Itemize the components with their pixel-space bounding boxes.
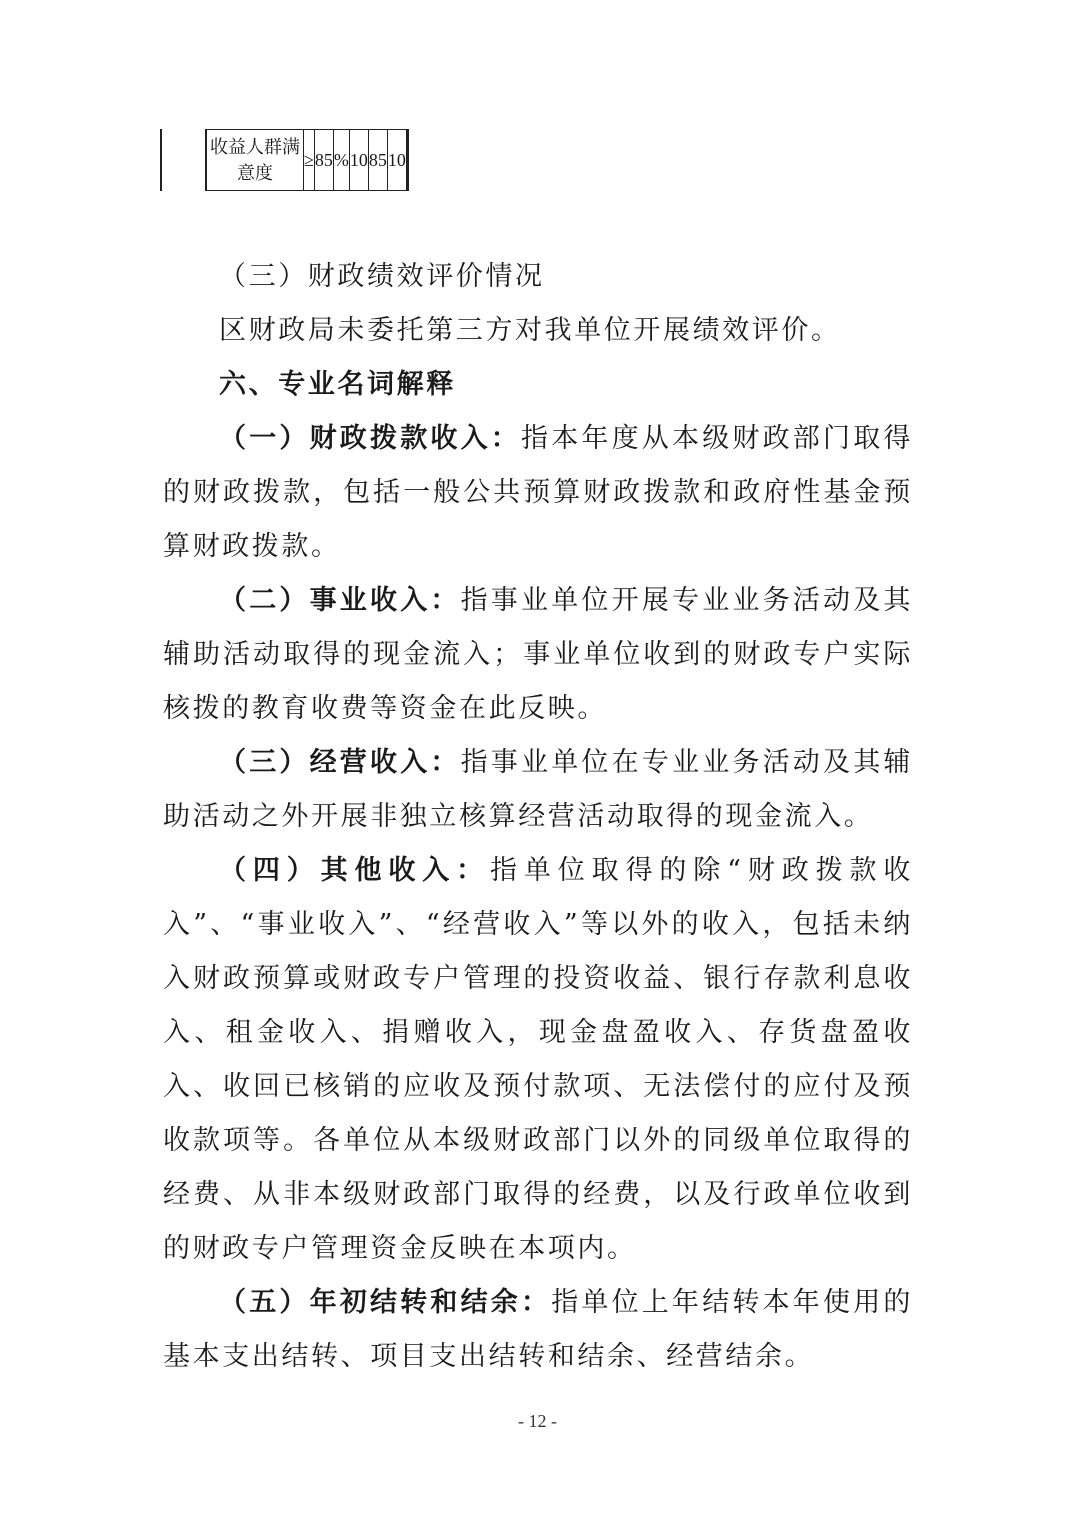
weight-cell: 10 [349,130,368,191]
page-number: - 12 - [518,1411,557,1431]
glossary-term: （五）年初结转和结余： [219,1287,552,1318]
table-cell [407,130,408,191]
indicator-name-cell: 收益人群满意度 [207,130,304,191]
paragraph-evaluation: 区财政局未委托第三方对我单位开展绩效评价。 [219,315,841,346]
section-heading-evaluation: （三）财政绩效评价情况 [219,261,545,292]
target-value-cell: 85 [314,130,333,191]
performance-table [205,129,409,191]
unit-cell: % [333,130,349,191]
score-cell: 10 [387,130,406,191]
glossary-term: （二）事业收入： [219,585,461,616]
glossary-item [163,412,913,574]
glossary-item [163,1276,913,1384]
table-left-rule [160,129,162,191]
section-heading-glossary: 六、专业名词解释 [219,369,456,400]
table-row [206,130,409,191]
glossary-definition: 指本年度从本级财政部门取得的财政拨款，包括一般公共预算财政拨款和政府性基金预算财政拨款。 [163,423,913,562]
glossary-term: （一）财政拨款收入： [219,423,521,454]
glossary-definition: 指事业单位开展专业业务活动及其辅助活动取得的现金流入；事业单位收到的财政专户实际核拨的教育收费等资金在此反映。 [163,585,914,724]
glossary-definition: 指单位上年结转本年使用的基本支出结转、项目支出结转和结余、经营结余。 [163,1287,913,1372]
glossary-definition: 指单位取得的除“财政拨款收入”、“事业收入”、“经营收入”等以外的收入，包括未纳入财政预算或财政专户管理的投资收益、银行存款利息收入、租金收入、捐赠收入，现金盘盈收入、存货盘盈收入、收回已核销的应收及预付款项、无法偿付的应付及预收款项等。各单位从本级财政部门以外的同级单位取得的经费、从非本级财政部门取得的经费，以及行政单位收到的财政专户管理资金反映在本项内。 [163,855,913,1264]
actual-value-cell: 85 [368,130,387,191]
glossary-term: （三）经营收入： [219,747,461,778]
glossary-item [163,736,913,844]
body-text [163,250,913,1384]
glossary-item [163,574,913,736]
glossary-term: （四）其他收入： [219,855,491,886]
operator-cell: ≥ [304,130,315,191]
glossary-definition: 指事业单位在专业业务活动及其辅助活动之外开展非独立核算经营活动取得的现金流入。 [163,747,914,832]
glossary-item [163,844,913,1276]
